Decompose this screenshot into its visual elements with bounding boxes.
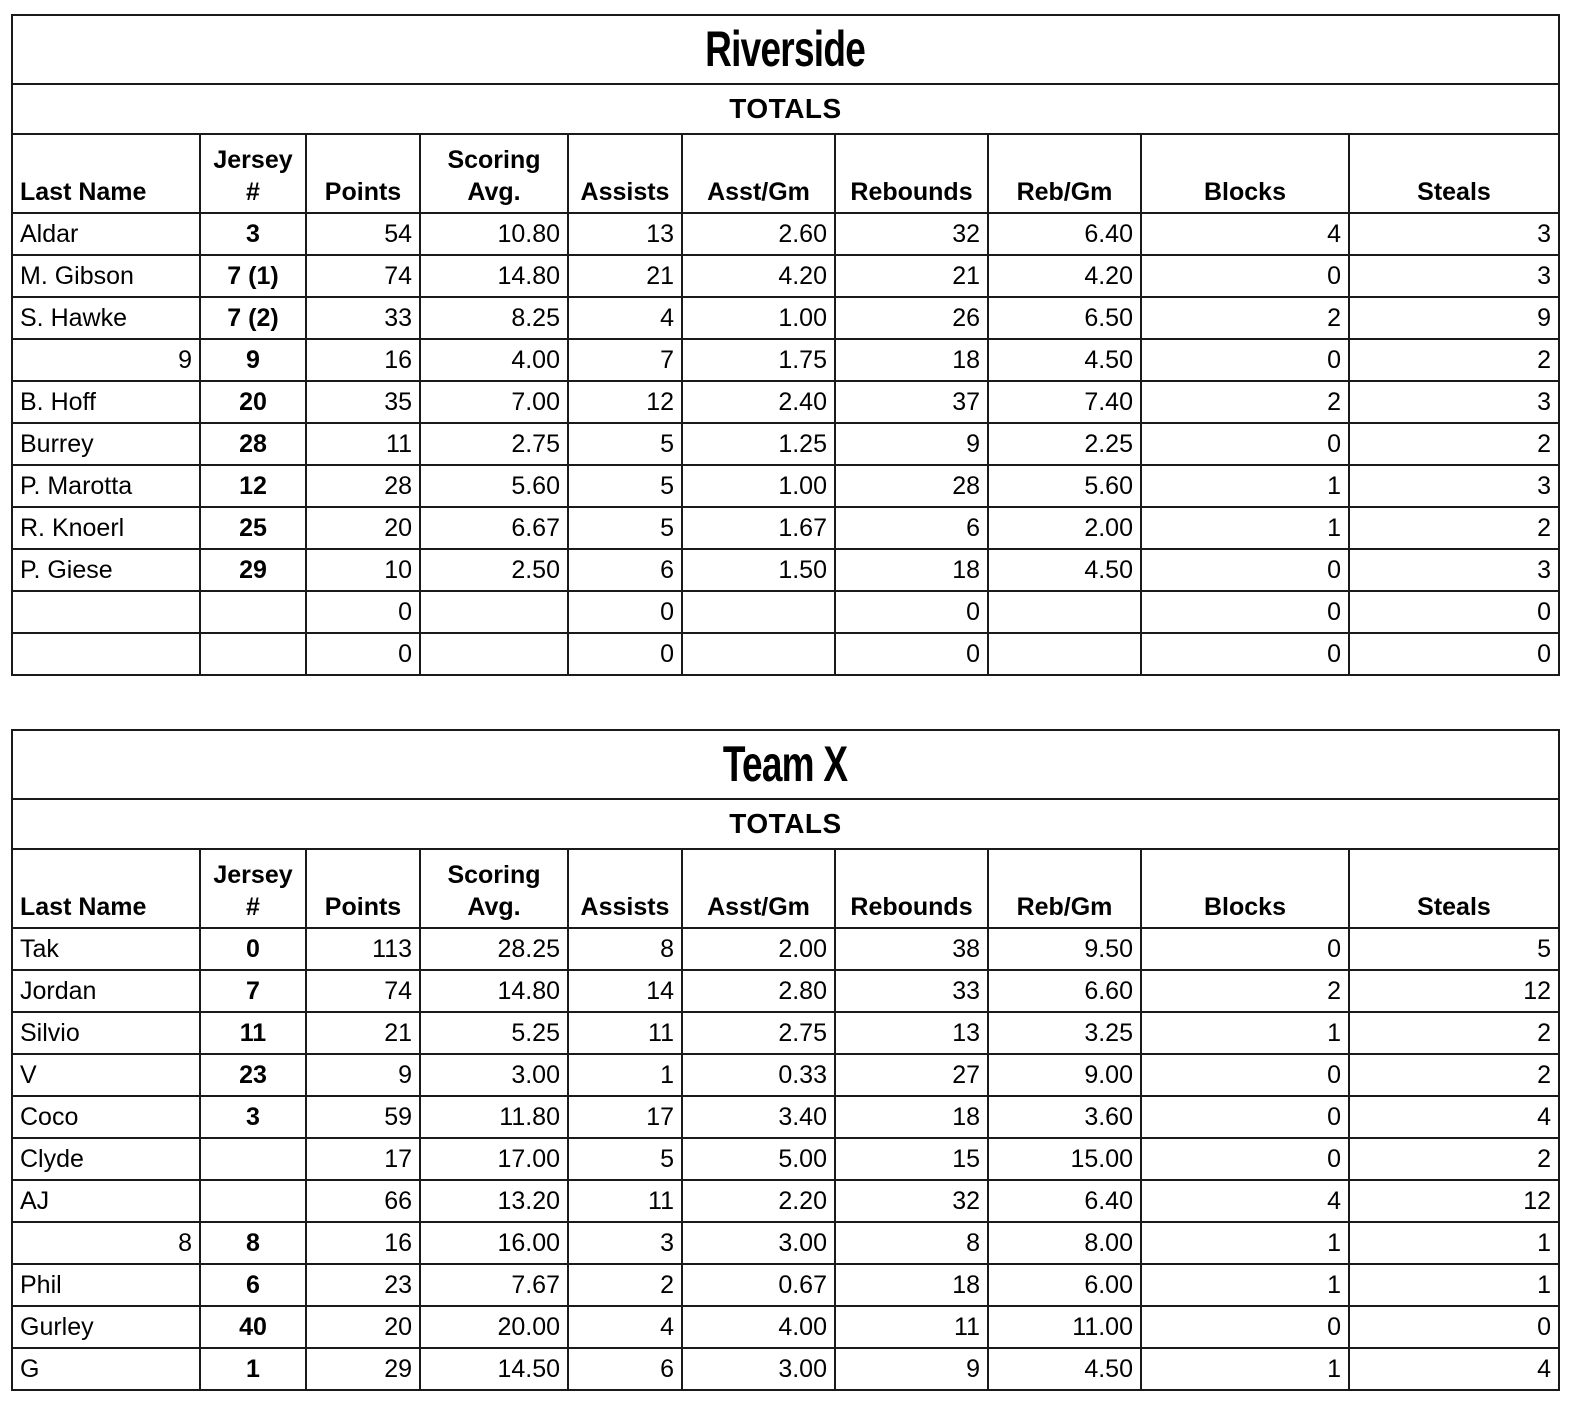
cell-scoring-avg: 5.25 <box>420 1012 568 1054</box>
table-row <box>12 297 1559 339</box>
cell-asst-per-game: 2.40 <box>682 381 835 423</box>
cell-last-name: V <box>12 1054 200 1096</box>
cell-asst-per-game: 0.33 <box>682 1054 835 1096</box>
cell-jersey: 8 <box>200 1222 306 1264</box>
column-header-steals: Steals <box>1349 849 1559 928</box>
table-row <box>12 339 1559 381</box>
table-row <box>12 213 1559 255</box>
cell-rebounds: 9 <box>835 423 988 465</box>
cell-jersey: 25 <box>200 507 306 549</box>
cell-scoring-avg: 28.25 <box>420 928 568 970</box>
cell-reb-per-game: 2.00 <box>988 507 1141 549</box>
cell-steals: 4 <box>1349 1096 1559 1138</box>
cell-asst-per-game: 2.20 <box>682 1180 835 1222</box>
cell-jersey: 29 <box>200 549 306 591</box>
cell-scoring-avg: 5.60 <box>420 465 568 507</box>
cell-reb-per-game: 9.50 <box>988 928 1141 970</box>
column-header-last-name: Last Name <box>12 849 200 928</box>
cell-asst-per-game: 1.00 <box>682 465 835 507</box>
cell-steals: 3 <box>1349 465 1559 507</box>
team-title-row <box>12 730 1559 799</box>
cell-blocks: 0 <box>1141 549 1349 591</box>
cell-blocks: 1 <box>1141 1222 1349 1264</box>
cell-reb-per-game: 8.00 <box>988 1222 1141 1264</box>
cell-steals: 3 <box>1349 381 1559 423</box>
cell-asst-per-game: 1.67 <box>682 507 835 549</box>
cell-points: 74 <box>306 970 420 1012</box>
cell-points: 11 <box>306 423 420 465</box>
table-row <box>12 1180 1559 1222</box>
cell-jersey: 7 (2) <box>200 297 306 339</box>
cell-asst-per-game: 3.00 <box>682 1222 835 1264</box>
cell-jersey: 23 <box>200 1054 306 1096</box>
column-header-rebounds: Rebounds <box>835 849 988 928</box>
cell-assists: 13 <box>568 213 682 255</box>
table-row <box>12 1096 1559 1138</box>
cell-last-name: Gurley <box>12 1306 200 1348</box>
cell-assists: 1 <box>568 1054 682 1096</box>
column-header-jersey: Jersey # <box>200 849 306 928</box>
cell-reb-per-game: 3.60 <box>988 1096 1141 1138</box>
cell-reb-per-game: 2.25 <box>988 423 1141 465</box>
cell-points: 20 <box>306 507 420 549</box>
cell-blocks: 0 <box>1141 1096 1349 1138</box>
cell-points: 21 <box>306 1012 420 1054</box>
table-row <box>12 423 1559 465</box>
cell-assists: 14 <box>568 970 682 1012</box>
cell-reb-per-game: 15.00 <box>988 1138 1141 1180</box>
cell-last-name: Phil <box>12 1264 200 1306</box>
cell-rebounds: 32 <box>835 213 988 255</box>
cell-steals: 5 <box>1349 928 1559 970</box>
cell-blocks: 0 <box>1141 1306 1349 1348</box>
table-row <box>12 465 1559 507</box>
column-header-steals: Steals <box>1349 134 1559 213</box>
cell-blocks: 4 <box>1141 1180 1349 1222</box>
totals-label: TOTALS <box>12 84 1559 134</box>
column-header-asst-per-game: Asst/Gm <box>682 849 835 928</box>
team-title: Team X <box>723 736 848 792</box>
cell-scoring-avg: 2.50 <box>420 549 568 591</box>
cell-reb-per-game: 6.60 <box>988 970 1141 1012</box>
cell-reb-per-game: 11.00 <box>988 1306 1141 1348</box>
cell-rebounds: 18 <box>835 1264 988 1306</box>
cell-asst-per-game <box>682 591 835 633</box>
cell-assists: 5 <box>568 507 682 549</box>
cell-asst-per-game: 4.20 <box>682 255 835 297</box>
cell-reb-per-game: 4.50 <box>988 339 1141 381</box>
cell-scoring-avg: 14.50 <box>420 1348 568 1390</box>
cell-asst-per-game: 1.75 <box>682 339 835 381</box>
cell-assists: 5 <box>568 1138 682 1180</box>
totals-label: TOTALS <box>12 799 1559 849</box>
team-title-row <box>12 15 1559 84</box>
cell-jersey: 0 <box>200 928 306 970</box>
cell-jersey <box>200 1138 306 1180</box>
cell-steals: 2 <box>1349 1012 1559 1054</box>
cell-rebounds: 21 <box>835 255 988 297</box>
column-header-rebounds: Rebounds <box>835 134 988 213</box>
cell-scoring-avg: 14.80 <box>420 255 568 297</box>
cell-steals: 9 <box>1349 297 1559 339</box>
cell-blocks: 2 <box>1141 381 1349 423</box>
cell-reb-per-game: 7.40 <box>988 381 1141 423</box>
cell-rebounds: 18 <box>835 1096 988 1138</box>
cell-last-name: B. Hoff <box>12 381 200 423</box>
cell-reb-per-game: 4.50 <box>988 549 1141 591</box>
cell-blocks: 1 <box>1141 1264 1349 1306</box>
cell-assists: 4 <box>568 1306 682 1348</box>
cell-steals: 1 <box>1349 1222 1559 1264</box>
cell-rebounds: 9 <box>835 1348 988 1390</box>
cell-scoring-avg: 20.00 <box>420 1306 568 1348</box>
cell-points: 0 <box>306 591 420 633</box>
cell-blocks: 0 <box>1141 1054 1349 1096</box>
cell-jersey: 11 <box>200 1012 306 1054</box>
cell-asst-per-game: 1.50 <box>682 549 835 591</box>
column-header-asst-per-game: Asst/Gm <box>682 134 835 213</box>
cell-asst-per-game: 1.00 <box>682 297 835 339</box>
cell-asst-per-game: 5.00 <box>682 1138 835 1180</box>
cell-steals: 2 <box>1349 1138 1559 1180</box>
cell-assists: 0 <box>568 591 682 633</box>
cell-points: 29 <box>306 1348 420 1390</box>
cell-asst-per-game: 3.40 <box>682 1096 835 1138</box>
cell-rebounds: 27 <box>835 1054 988 1096</box>
cell-last-name: G <box>12 1348 200 1390</box>
cell-points: 20 <box>306 1306 420 1348</box>
cell-asst-per-game: 1.25 <box>682 423 835 465</box>
stats-table <box>11 14 1560 676</box>
cell-points: 16 <box>306 1222 420 1264</box>
cell-points: 113 <box>306 928 420 970</box>
cell-steals: 2 <box>1349 507 1559 549</box>
cell-jersey: 1 <box>200 1348 306 1390</box>
cell-scoring-avg: 8.25 <box>420 297 568 339</box>
cell-assists: 8 <box>568 928 682 970</box>
cell-rebounds: 32 <box>835 1180 988 1222</box>
cell-blocks: 1 <box>1141 507 1349 549</box>
cell-reb-per-game: 6.40 <box>988 1180 1141 1222</box>
cell-asst-per-game: 2.80 <box>682 970 835 1012</box>
cell-rebounds: 6 <box>835 507 988 549</box>
cell-assists: 5 <box>568 465 682 507</box>
cell-rebounds: 37 <box>835 381 988 423</box>
cell-reb-per-game: 6.50 <box>988 297 1141 339</box>
cell-assists: 21 <box>568 255 682 297</box>
column-header-assists: Assists <box>568 134 682 213</box>
cell-scoring-avg: 2.75 <box>420 423 568 465</box>
cell-last-name: 8 <box>12 1222 200 1264</box>
cell-reb-per-game: 4.20 <box>988 255 1141 297</box>
cell-assists: 6 <box>568 1348 682 1390</box>
column-header-last-name: Last Name <box>12 134 200 213</box>
cell-last-name: Aldar <box>12 213 200 255</box>
column-header-assists: Assists <box>568 849 682 928</box>
cell-scoring-avg: 6.67 <box>420 507 568 549</box>
table-row <box>12 1138 1559 1180</box>
cell-blocks: 0 <box>1141 339 1349 381</box>
cell-last-name: P. Marotta <box>12 465 200 507</box>
cell-points: 59 <box>306 1096 420 1138</box>
cell-jersey: 9 <box>200 339 306 381</box>
cell-rebounds: 11 <box>835 1306 988 1348</box>
cell-assists: 7 <box>568 339 682 381</box>
cell-last-name: P. Giese <box>12 549 200 591</box>
column-header-points: Points <box>306 849 420 928</box>
cell-jersey: 20 <box>200 381 306 423</box>
cell-steals: 0 <box>1349 1306 1559 1348</box>
cell-last-name: Tak <box>12 928 200 970</box>
cell-last-name: Jordan <box>12 970 200 1012</box>
table-row <box>12 591 1559 633</box>
cell-jersey <box>200 591 306 633</box>
cell-rebounds: 0 <box>835 633 988 675</box>
cell-assists: 2 <box>568 1264 682 1306</box>
cell-points: 28 <box>306 465 420 507</box>
column-header-row <box>12 134 1559 213</box>
cell-reb-per-game: 6.00 <box>988 1264 1141 1306</box>
table-row <box>12 1222 1559 1264</box>
team-table-team-x <box>11 729 1558 1391</box>
cell-steals: 12 <box>1349 970 1559 1012</box>
cell-assists: 4 <box>568 297 682 339</box>
cell-last-name: Coco <box>12 1096 200 1138</box>
cell-last-name <box>12 591 200 633</box>
cell-blocks: 0 <box>1141 591 1349 633</box>
column-header-blocks: Blocks <box>1141 849 1349 928</box>
cell-blocks: 0 <box>1141 928 1349 970</box>
cell-rebounds: 15 <box>835 1138 988 1180</box>
cell-scoring-avg <box>420 591 568 633</box>
column-header-reb-per-game: Reb/Gm <box>988 134 1141 213</box>
cell-jersey: 40 <box>200 1306 306 1348</box>
cell-assists: 6 <box>568 549 682 591</box>
cell-asst-per-game: 2.00 <box>682 928 835 970</box>
cell-steals: 0 <box>1349 591 1559 633</box>
cell-points: 9 <box>306 1054 420 1096</box>
cell-jersey: 7 (1) <box>200 255 306 297</box>
team-title-cell <box>12 15 1559 84</box>
cell-points: 0 <box>306 633 420 675</box>
cell-scoring-avg: 7.67 <box>420 1264 568 1306</box>
table-row <box>12 1264 1559 1306</box>
stats-table <box>11 729 1560 1391</box>
cell-rebounds: 26 <box>835 297 988 339</box>
cell-rebounds: 28 <box>835 465 988 507</box>
cell-jersey: 12 <box>200 465 306 507</box>
table-row <box>12 507 1559 549</box>
cell-points: 16 <box>306 339 420 381</box>
cell-jersey <box>200 1180 306 1222</box>
team-title-cell <box>12 730 1559 799</box>
cell-jersey: 28 <box>200 423 306 465</box>
totals-row <box>12 799 1559 849</box>
cell-steals: 1 <box>1349 1264 1559 1306</box>
cell-points: 10 <box>306 549 420 591</box>
cell-points: 66 <box>306 1180 420 1222</box>
cell-reb-per-game: 5.60 <box>988 465 1141 507</box>
cell-points: 35 <box>306 381 420 423</box>
cell-reb-per-game: 9.00 <box>988 1054 1141 1096</box>
cell-blocks: 2 <box>1141 970 1349 1012</box>
cell-steals: 12 <box>1349 1180 1559 1222</box>
cell-scoring-avg <box>420 633 568 675</box>
cell-steals: 0 <box>1349 633 1559 675</box>
cell-jersey: 3 <box>200 1096 306 1138</box>
cell-scoring-avg: 14.80 <box>420 970 568 1012</box>
cell-points: 74 <box>306 255 420 297</box>
cell-scoring-avg: 4.00 <box>420 339 568 381</box>
totals-row <box>12 84 1559 134</box>
cell-reb-per-game: 4.50 <box>988 1348 1141 1390</box>
table-row <box>12 549 1559 591</box>
cell-blocks: 4 <box>1141 213 1349 255</box>
column-header-scoring-avg: Scoring Avg. <box>420 134 568 213</box>
cell-last-name <box>12 633 200 675</box>
cell-steals: 2 <box>1349 423 1559 465</box>
cell-steals: 3 <box>1349 255 1559 297</box>
cell-scoring-avg: 7.00 <box>420 381 568 423</box>
cell-scoring-avg: 11.80 <box>420 1096 568 1138</box>
cell-last-name: Burrey <box>12 423 200 465</box>
cell-last-name: Clyde <box>12 1138 200 1180</box>
cell-scoring-avg: 13.20 <box>420 1180 568 1222</box>
cell-blocks: 2 <box>1141 297 1349 339</box>
cell-points: 54 <box>306 213 420 255</box>
cell-last-name: M. Gibson <box>12 255 200 297</box>
cell-rebounds: 0 <box>835 591 988 633</box>
table-row <box>12 255 1559 297</box>
cell-reb-per-game: 6.40 <box>988 213 1141 255</box>
cell-last-name: S. Hawke <box>12 297 200 339</box>
cell-blocks: 0 <box>1141 255 1349 297</box>
team-table-riverside <box>11 14 1558 676</box>
table-row <box>12 1012 1559 1054</box>
column-header-row <box>12 849 1559 928</box>
column-header-points: Points <box>306 134 420 213</box>
table-row <box>12 1306 1559 1348</box>
cell-assists: 5 <box>568 423 682 465</box>
cell-asst-per-game: 3.00 <box>682 1348 835 1390</box>
column-header-scoring-avg: Scoring Avg. <box>420 849 568 928</box>
cell-last-name: 9 <box>12 339 200 381</box>
cell-last-name: Silvio <box>12 1012 200 1054</box>
column-header-jersey: Jersey # <box>200 134 306 213</box>
column-header-reb-per-game: Reb/Gm <box>988 849 1141 928</box>
cell-asst-per-game: 2.75 <box>682 1012 835 1054</box>
cell-points: 17 <box>306 1138 420 1180</box>
cell-rebounds: 8 <box>835 1222 988 1264</box>
table-row <box>12 970 1559 1012</box>
cell-rebounds: 38 <box>835 928 988 970</box>
cell-blocks: 0 <box>1141 633 1349 675</box>
cell-scoring-avg: 16.00 <box>420 1222 568 1264</box>
cell-reb-per-game <box>988 591 1141 633</box>
column-header-blocks: Blocks <box>1141 134 1349 213</box>
cell-assists: 11 <box>568 1012 682 1054</box>
cell-asst-per-game <box>682 633 835 675</box>
cell-jersey <box>200 633 306 675</box>
table-row <box>12 1054 1559 1096</box>
cell-scoring-avg: 3.00 <box>420 1054 568 1096</box>
cell-asst-per-game: 0.67 <box>682 1264 835 1306</box>
cell-asst-per-game: 2.60 <box>682 213 835 255</box>
cell-assists: 0 <box>568 633 682 675</box>
cell-scoring-avg: 10.80 <box>420 213 568 255</box>
cell-reb-per-game: 3.25 <box>988 1012 1141 1054</box>
cell-jersey: 3 <box>200 213 306 255</box>
table-row <box>12 1348 1559 1390</box>
cell-last-name: R. Knoerl <box>12 507 200 549</box>
cell-assists: 3 <box>568 1222 682 1264</box>
cell-scoring-avg: 17.00 <box>420 1138 568 1180</box>
cell-steals: 4 <box>1349 1348 1559 1390</box>
cell-rebounds: 13 <box>835 1012 988 1054</box>
cell-blocks: 1 <box>1141 1348 1349 1390</box>
cell-asst-per-game: 4.00 <box>682 1306 835 1348</box>
cell-rebounds: 18 <box>835 549 988 591</box>
cell-rebounds: 18 <box>835 339 988 381</box>
cell-assists: 11 <box>568 1180 682 1222</box>
cell-reb-per-game <box>988 633 1141 675</box>
cell-rebounds: 33 <box>835 970 988 1012</box>
cell-assists: 17 <box>568 1096 682 1138</box>
cell-blocks: 0 <box>1141 1138 1349 1180</box>
table-row <box>12 633 1559 675</box>
table-row <box>12 381 1559 423</box>
cell-points: 23 <box>306 1264 420 1306</box>
cell-steals: 2 <box>1349 1054 1559 1096</box>
cell-steals: 3 <box>1349 549 1559 591</box>
cell-jersey: 7 <box>200 970 306 1012</box>
cell-last-name: AJ <box>12 1180 200 1222</box>
cell-steals: 2 <box>1349 339 1559 381</box>
cell-blocks: 1 <box>1141 1012 1349 1054</box>
cell-assists: 12 <box>568 381 682 423</box>
cell-points: 33 <box>306 297 420 339</box>
cell-steals: 3 <box>1349 213 1559 255</box>
table-row <box>12 928 1559 970</box>
cell-blocks: 0 <box>1141 423 1349 465</box>
cell-jersey: 6 <box>200 1264 306 1306</box>
cell-blocks: 1 <box>1141 465 1349 507</box>
team-title: Riverside <box>705 21 866 77</box>
